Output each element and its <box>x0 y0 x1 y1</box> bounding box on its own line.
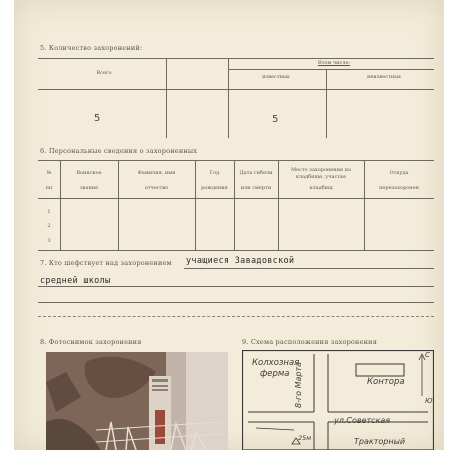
table6-divider-3 <box>195 160 196 250</box>
burial-photo-image <box>46 352 228 450</box>
table6-top-border <box>38 160 434 161</box>
header-rank-top: Воинское <box>76 170 102 176</box>
location-map <box>242 350 434 450</box>
patron-underline-3 <box>38 302 434 303</box>
table5-divider-1 <box>166 58 167 138</box>
section5-title: 5. Количество захоронений: <box>40 44 143 52</box>
table6-divider-5 <box>278 160 279 250</box>
row-number-1: 1 <box>47 209 51 215</box>
patron-line-1: учащиеся Завадовской <box>186 256 295 266</box>
header-number-bottom: пп <box>45 185 53 191</box>
map-label-distance: 25м <box>298 434 312 442</box>
header-birth-top: Год <box>209 170 220 176</box>
header-origin-top: Откуда <box>389 170 409 176</box>
col-unknown-header: неизвестных <box>367 74 401 80</box>
row-number-2: 2 <box>47 223 51 229</box>
map-label-north: С <box>425 351 430 359</box>
value-known: 5 <box>272 114 279 125</box>
section9-title: 9. Схема расположения захоронения <box>242 338 377 346</box>
table6-divider-1 <box>60 160 61 250</box>
table5-divider-2 <box>228 58 229 138</box>
map-label-street-sovetskaya: ул.Советская <box>334 416 391 425</box>
header-name-top: Фамилия, имя <box>137 170 176 176</box>
table6-bottom-border <box>38 250 434 251</box>
section-separator <box>38 316 434 317</box>
header-death-bottom: или смерти <box>240 185 272 191</box>
map-label-office: Контора <box>367 377 405 387</box>
table5-divider-3 <box>326 69 327 138</box>
col-known-header: известных <box>262 74 290 80</box>
table6-header-bottom <box>38 198 434 199</box>
header-birth-bottom: рождения <box>201 185 228 191</box>
table5-top-border <box>38 58 434 59</box>
header-origin-bottom: перезахоронен <box>379 185 419 191</box>
map-label-farm-line1: Колхозная <box>252 358 300 368</box>
archive-document <box>14 0 444 450</box>
section6-title: 6. Персональные сведения о захороненных <box>40 147 198 155</box>
header-name-bottom: отчество <box>144 185 169 191</box>
section8-title: 8. Фотоснимок захоронения <box>40 338 142 346</box>
map-label-tractor: Тракторный <box>354 437 406 446</box>
table5-header-bottom <box>38 89 434 90</box>
value-total: 5 <box>94 113 101 124</box>
section7-title: 7. Кто шефствует над захоронением <box>40 259 172 267</box>
patron-underline-2 <box>38 286 434 287</box>
map-label-south: Ю <box>425 397 433 405</box>
col-total-header: Всего <box>96 70 112 76</box>
patron-underline-1 <box>184 268 434 269</box>
table6-divider-2 <box>118 160 119 250</box>
header-rank-bottom: звание <box>79 185 99 191</box>
header-place-bottom: кладбищ <box>309 185 333 191</box>
table6-divider-6 <box>364 160 365 250</box>
header-death-top: Дата гибели <box>239 170 273 176</box>
map-label-farm-line2: ферма <box>260 369 290 379</box>
map-label-street-8-marta: 8-го Марта <box>294 361 303 408</box>
burial-photo <box>46 352 228 450</box>
row-number-3: 3 <box>47 238 51 244</box>
table6-divider-4 <box>234 160 235 250</box>
header-place-top: Место захоронения на кладбище, участке <box>290 167 351 180</box>
patron-line-2: средней школы <box>40 276 111 286</box>
col-including-header: Втом числе: <box>317 60 351 66</box>
table5-subheader-line <box>228 69 434 70</box>
header-number-top: № <box>46 170 52 176</box>
